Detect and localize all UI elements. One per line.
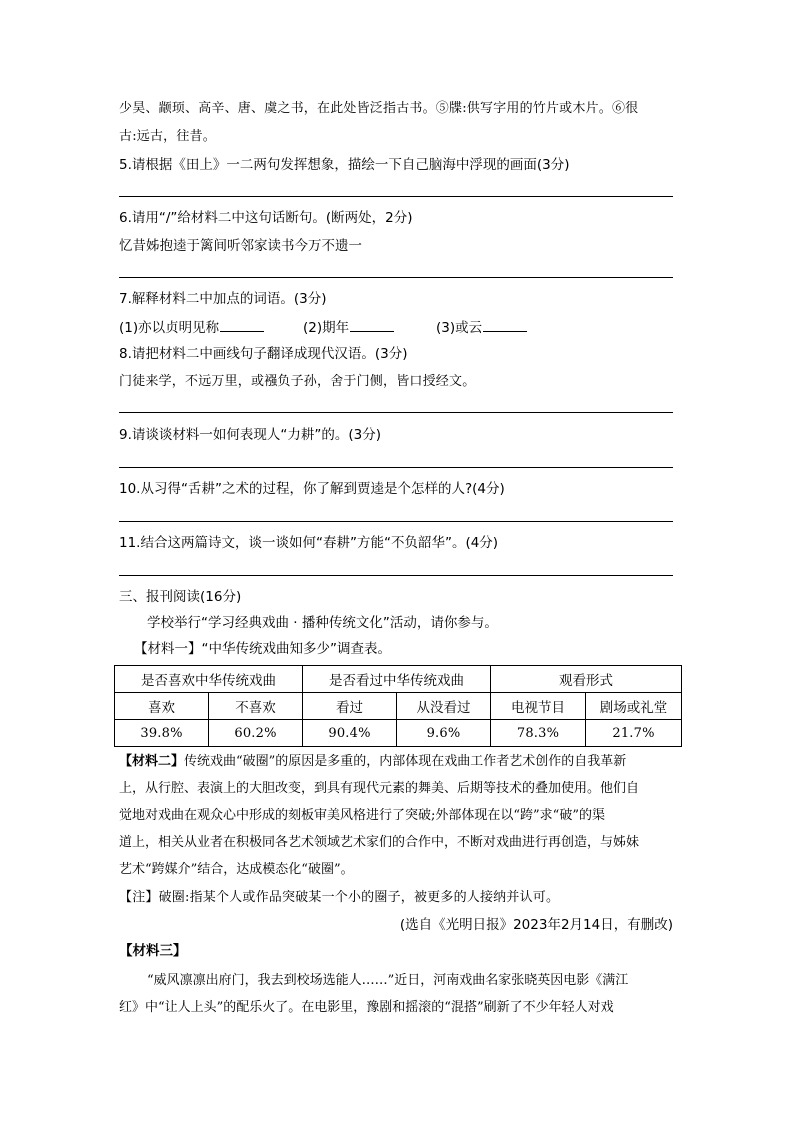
material-2-line: 觉地对戏曲在观众心中形成的刻板审美风格进行了突破;外部体现在以“跨”求“破”的渠: [119, 808, 605, 823]
question-6-sentence: 忆昔姊抱逵于篱间听邻家读书今万不遗一: [119, 238, 362, 254]
answer-line-9: [119, 467, 673, 468]
question-8-sentence: 门徒来学，不远万里，或襁负子孙，舍于门侧，皆口授经文。: [119, 374, 476, 389]
table-cell: 78.3%: [491, 720, 586, 747]
vocab-item-1: (1)亦以贞明见称: [119, 317, 264, 338]
vocab-blank-2[interactable]: [350, 317, 394, 332]
question-8: 8.请把材料二中画线句子翻译成现代汉语。(3分): [119, 346, 408, 362]
answer-line-10: [119, 521, 673, 522]
survey-table: [114, 665, 682, 747]
vocab-item-3: (3)或云: [436, 317, 527, 338]
table-subheader: 喜欢: [115, 693, 209, 720]
table-cell: 39.8%: [115, 720, 209, 747]
question-5: 5.请根据《田上》一二两句发挥想象，描绘一下自己脑海中浮现的画面(3分): [119, 157, 570, 173]
answer-line-11: [119, 575, 673, 576]
table-subheader: 不喜欢: [209, 693, 303, 720]
table-cell: 60.2%: [209, 720, 303, 747]
material-2-line: 道上，相关从业者在积极同各艺术领域艺术家们的合作中，不断对戏曲进行再创造，与姊妹: [119, 835, 640, 850]
answer-line-8: [119, 412, 673, 413]
material-2-body: [119, 748, 675, 883]
table-subheader: 剧场或礼堂: [586, 693, 682, 720]
table-subheader: 从没看过: [397, 693, 491, 720]
material-3-body: [119, 967, 675, 994]
table-subheader: 看过: [303, 693, 397, 720]
material-3-line: “威风凛凛出府门，我去到校场选能人……”近日，河南戏曲名家张晓英因电影《满江: [147, 973, 629, 988]
material-2-source: (选自《光明日报》2023年2月14日，有删改): [399, 917, 673, 933]
table-cell: 9.6%: [397, 720, 491, 747]
note-line-1: 少昊、颛顼、高辛、唐、虞之书，在此处皆泛指古书。⑤牒:供写字用的竹片或木片。⑥很: [119, 101, 639, 116]
material-3-body-cont: [119, 994, 675, 1021]
table-row: [115, 720, 682, 747]
table-group-header: 观看形式: [491, 666, 682, 693]
table-subheader: 电视节目: [491, 693, 586, 720]
answer-line-6: [119, 277, 673, 278]
table-group-header: 是否看过中华传统戏曲: [303, 666, 491, 693]
question-7: 7.解释材料二中加点的词语。(3分): [119, 291, 327, 307]
section-3-heading: 三、报刊阅读(16分): [119, 589, 242, 605]
vocab-blank-3[interactable]: [483, 317, 527, 332]
question-9: 9.请谈谈材料一如何表现人“力耕”的。(3分): [119, 427, 381, 443]
material-2-line: 艺术“跨媒介”结合，达成模态化“破圈”。: [119, 862, 354, 877]
question-11: 11.结合这两篇诗文，谈一谈如何“春耕”方能“不负韶华”。(4分): [119, 535, 499, 551]
material-3-line: 红》中“让人上头”的配乐火了。在电影里，豫剧和摇滚的“混搭”刷新了不少年轻人对戏: [119, 1000, 614, 1015]
vocab-blank-1[interactable]: [220, 317, 264, 332]
material-2-line: 传统戏曲“破圈”的原因是多重的，内部体现在戏曲工作者艺术创作的自我革新: [184, 754, 627, 769]
table-cell: 21.7%: [586, 720, 682, 747]
table-cell: 90.4%: [303, 720, 397, 747]
table-group-header: 是否喜欢中华传统戏曲: [115, 666, 303, 693]
material-2-line: 上，从行腔、表演上的大胆改变，到具有现代元素的舞美、后期等技术的叠加使用。他们自: [119, 781, 640, 796]
material-3-label: 【材料三】: [119, 943, 187, 959]
material-2-label: 【材料二】: [119, 754, 185, 769]
table-subheader-row: [115, 693, 682, 720]
question-6: 6.请用“/”给材料二中这句话断句。(断两处，2分): [119, 210, 413, 226]
section-3-intro: 学校举行“学习经典戏曲 · 播种传统文化”活动，请你参与。: [147, 615, 498, 631]
note-line-2: 古:远古，往昔。: [119, 129, 216, 144]
question-10: 10.从习得“舌耕”之术的过程，你了解到贾逵是个怎样的人?(4分): [119, 481, 505, 497]
vocab-item-2: (2)期年: [303, 317, 394, 338]
material-2-note: 【注】破圈:指某个人或作品突破某一个小的圈子，被更多的人接纳并认可。: [119, 890, 560, 905]
table-header-row: [115, 666, 682, 693]
answer-line-5: [119, 196, 673, 197]
material-1-title: 【材料一】“中华传统戏曲知多少”调查表。: [134, 641, 391, 657]
